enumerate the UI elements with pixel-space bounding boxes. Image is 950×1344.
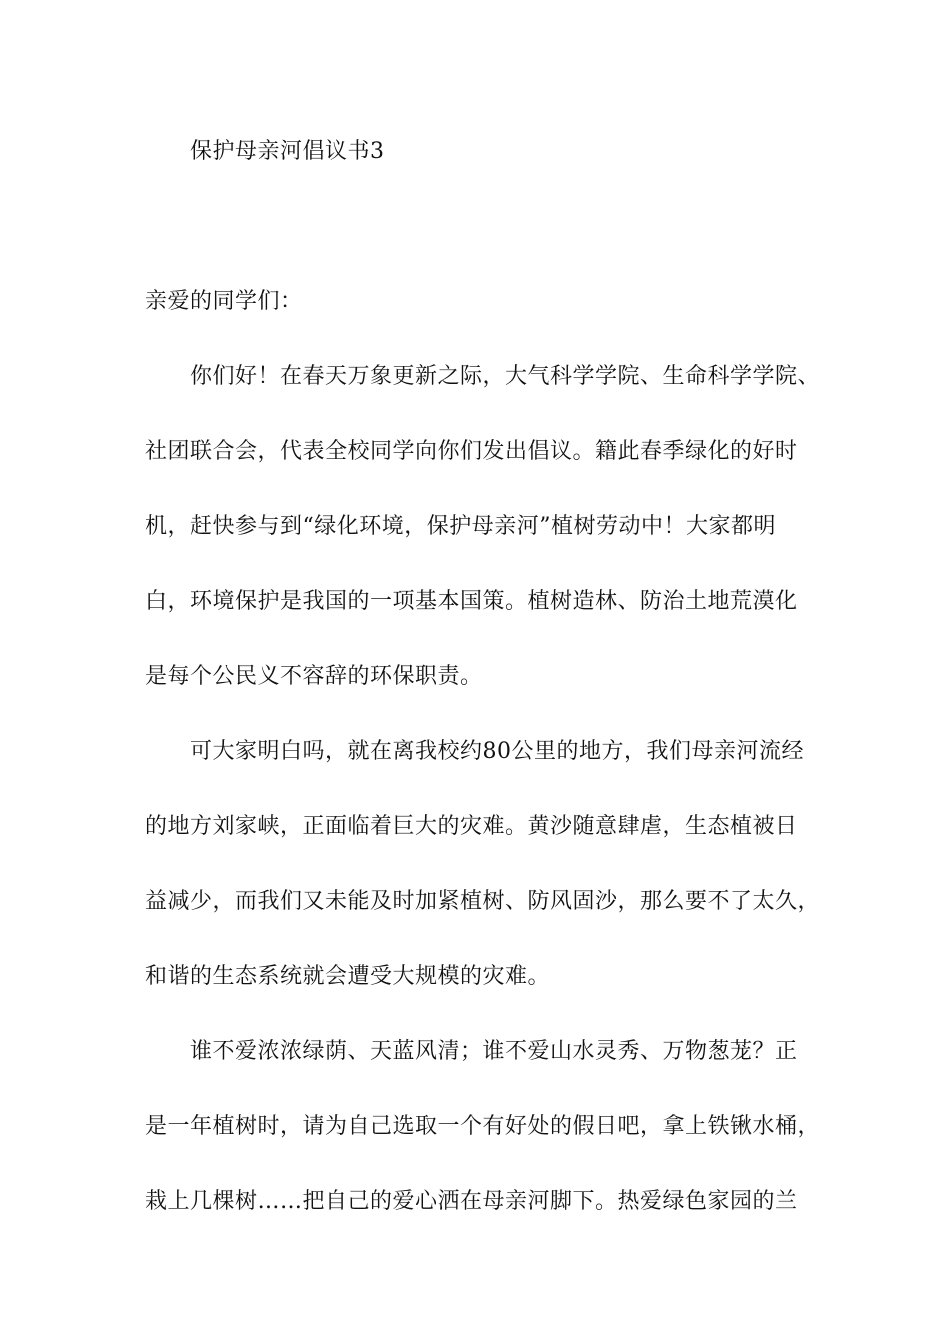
- salutation: 亲爱的同学们：: [145, 289, 303, 314]
- paragraph-line: 是一年植树时，请为自己选取一个有好处的假日吧，拿上铁锹水桶，: [145, 1114, 821, 1139]
- paragraph-line: 白，环境保护是我国的一项基本国策。植树造林、防治土地荒漠化: [145, 589, 798, 614]
- paragraph-line: 是每个公民义不容辞的环保职责。: [145, 664, 483, 689]
- paragraph-line: 的地方刘家峡，正面临着巨大的灾难。黄沙随意肆虐，生态植被日: [145, 814, 798, 839]
- paragraph-line: 和谐的生态系统就会遭受大规模的灾难。: [145, 964, 551, 989]
- document-title: 保护母亲河倡议书3: [190, 139, 385, 164]
- paragraph-line: 谁不爱浓浓绿荫、天蓝风清；谁不爱山水灵秀、万物葱茏？正: [190, 1039, 798, 1064]
- paragraph-line: 机，赶快参与到“绿化环境，保护母亲河”植树劳动中！大家都明: [145, 514, 776, 539]
- paragraph-line: 可大家明白吗，就在离我校约80公里的地方，我们母亲河流经: [190, 739, 804, 764]
- paragraph-line: 栽上几棵树……把自己的爱心洒在母亲河脚下。热爱绿色家园的兰: [145, 1189, 798, 1214]
- paragraph-line: 益减少，而我们又未能及时加紧植树、防风固沙，那么要不了太久，: [145, 889, 821, 914]
- paragraph-line: 社团联合会，代表全校同学向你们发出倡议。籍此春季绿化的好时: [145, 439, 798, 464]
- paragraph-line: 你们好！在春天万象更新之际，大气科学学院、生命科学学院、: [190, 364, 821, 389]
